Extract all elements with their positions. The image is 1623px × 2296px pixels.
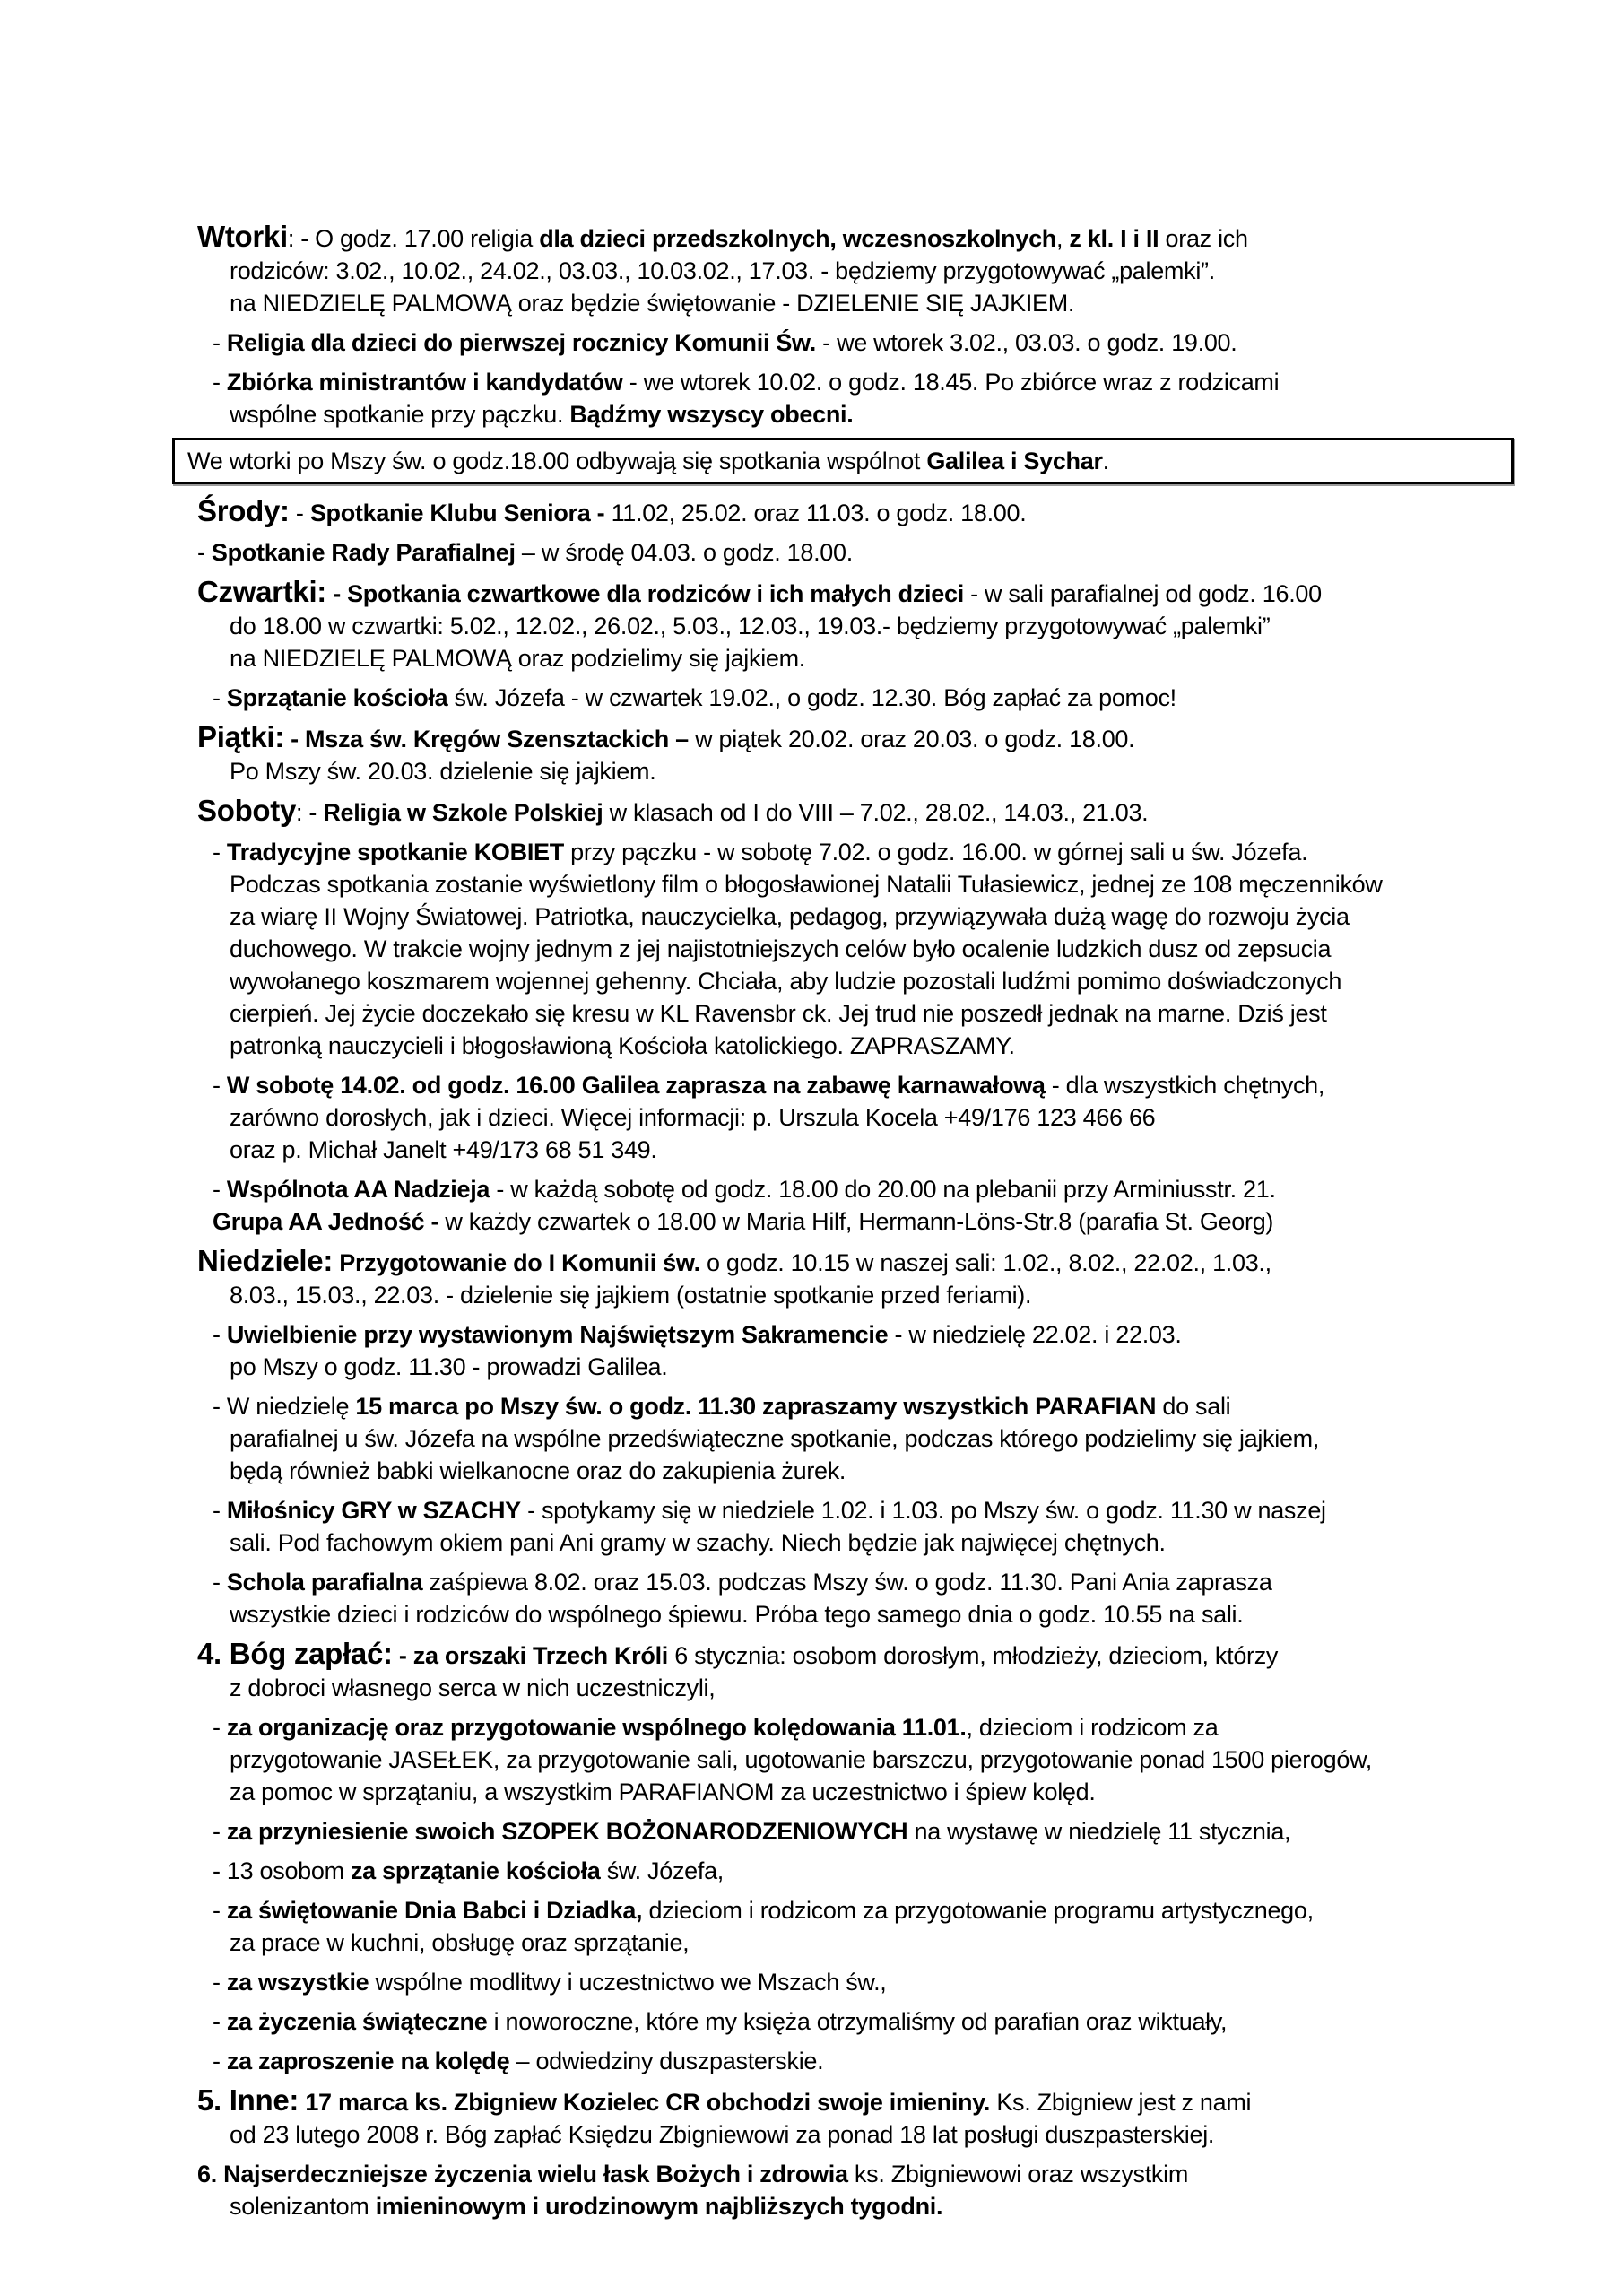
bold-text-run: Religia w Szkole Polskiej — [323, 799, 603, 826]
bold-text-run: Wspólnota AA Nadzieja — [226, 1176, 490, 1203]
bold-text-run: za życzenia świąteczne — [226, 2008, 488, 2035]
text-run: - dla wszystkich chętnych, — [1045, 1072, 1325, 1099]
text-run: parafialnej u św. Józefa na wspólne przedświąteczne spotkanie, podczas którego podzielimy się jajkiem, — [230, 1425, 1320, 1452]
section-heading-run: Wtorki — [197, 220, 288, 253]
text-run: 8.03., 15.03., 22.03. - dzielenie się jajkiem (ostatnie spotkanie przed feriami). — [230, 1282, 1032, 1309]
text-run: w piątek 20.02. oraz 20.03. o godz. 18.00. — [688, 726, 1135, 752]
text-line — [230, 1776, 1480, 1808]
bold-text-run: 17 marca ks. Zbigniew Kozielec CR obchodzi swoje imieniny. — [299, 2089, 991, 2116]
spotkanie-kobiet-item — [197, 836, 1480, 1062]
text-line — [213, 1173, 1480, 1205]
niedziele-section — [197, 1245, 1480, 1311]
text-line — [230, 287, 1480, 319]
bold-text-run: Miłośnicy GRY w SZACHY — [226, 1497, 521, 1524]
text-run: od 23 lutego 2008 r. Bóg zapłać Księdzu Zbigniewowi za ponad 18 lat posługi duszpasterskiej. — [230, 2121, 1215, 2148]
text-run: oraz p. Michał Janelt +49/173 68 51 349. — [230, 1136, 657, 1163]
bold-text-run: za przyniesienie swoich SZOPEK BOŻONARODZENIOWYCH — [226, 1818, 908, 1845]
text-run: - — [213, 2048, 227, 2074]
text-line — [213, 1966, 1480, 1998]
text-line — [230, 642, 1480, 674]
text-line — [213, 1494, 1480, 1526]
text-run: Ks. Zbigniew jest z nami — [990, 2089, 1252, 2116]
bold-text-run: imieninowym i urodzinowym najbliższych tygodni. — [375, 2193, 943, 2220]
text-run: z dobroci własnego serca w nich uczestniczyli, — [230, 1674, 716, 1701]
galilea-sychar-box — [172, 438, 1514, 484]
text-run: - W niedzielę — [213, 1393, 356, 1420]
czwartki-section — [197, 576, 1480, 674]
bold-text-run: Grupa AA Jedność - — [213, 1208, 439, 1235]
text-run: - — [213, 1497, 227, 1524]
text-run: - — [213, 1714, 227, 1741]
text-run: na NIEDZIELĘ PALMOWĄ oraz będzie świętowanie - DZIELENIE SIĘ JAJKIEM. — [230, 290, 1075, 317]
bold-text-run: Schola parafialna — [226, 1569, 423, 1596]
text-run: , dzieciom i rodzicom za — [966, 1714, 1219, 1741]
text-line — [230, 1134, 1480, 1166]
text-run: - we wtorek 10.02. o godz. 18.45. Po zbiórce wraz z rodzicami — [622, 369, 1280, 396]
text-line — [230, 1598, 1480, 1631]
bog-zaplac-section — [197, 1638, 1480, 1704]
text-run: - — [213, 1969, 227, 1996]
text-run: dzieciom i rodzicom za przygotowanie programu artystycznego, — [642, 1897, 1314, 1924]
text-run: wywołanego koszmarem wojennej gehenny. Chciała, aby ludzie pozostali ludźmi pomimo doświadczonych — [230, 968, 1342, 995]
text-run: - — [213, 329, 227, 356]
bold-text-run: za świętowanie Dnia Babci i Dziadka, — [226, 1897, 643, 1924]
text-line — [213, 1318, 1480, 1351]
text-run: Po Mszy św. 20.03. dzielenie się jajkiem. — [230, 758, 656, 785]
text-line — [213, 1390, 1480, 1422]
text-run: - — [213, 2008, 227, 2035]
text-run: za wiarę II Wojny Światowej. Patriotka, nauczycielka, pedagog, przywiązywała dużą wagę do rozwoju życia — [230, 903, 1350, 930]
bold-text-run: Spotkanie Klubu Seniora - — [309, 500, 605, 526]
text-line — [230, 1672, 1480, 1704]
text-line — [213, 2005, 1480, 2038]
section-heading-run: Niedziele: — [197, 1244, 334, 1277]
text-line — [230, 755, 1480, 787]
spotkanie-parafian-item — [197, 1390, 1480, 1487]
text-run: - — [213, 1176, 227, 1203]
schola-item — [197, 1566, 1480, 1631]
bold-text-run: Tradycyjne spotkanie KOBIET — [226, 839, 564, 865]
text-line — [230, 868, 1480, 900]
text-line — [213, 1815, 1480, 1848]
text-run: na NIEDZIELĘ PALMOWĄ oraz podzielimy się jajkiem. — [230, 645, 806, 672]
text-line — [197, 221, 1480, 255]
text-run: - — [213, 684, 227, 711]
text-run: - — [213, 839, 227, 865]
bold-text-run: Zbiórka ministrantów i kandydatów — [226, 369, 623, 396]
text-line — [213, 2045, 1480, 2077]
text-line — [230, 2118, 1480, 2151]
text-line — [230, 900, 1480, 933]
text-run: do sali — [1156, 1393, 1231, 1420]
text-line — [230, 965, 1480, 997]
text-line — [230, 1926, 1480, 1959]
text-run: - w sali parafialnej od godz. 16.00 — [963, 580, 1322, 607]
bold-text-run: Sprzątanie kościoła — [226, 684, 448, 711]
text-line — [197, 1638, 1480, 1672]
text-run: w każdy czwartek o 18.00 w Maria Hilf, Hermann-Löns-Str.8 (parafia St. Georg) — [438, 1208, 1274, 1235]
bold-text-run: Galilea i Sychar — [926, 448, 1103, 474]
text-line — [197, 1245, 1480, 1279]
section-heading-run: 5. Inne: — [197, 2083, 299, 2117]
bold-text-run: Bądźmy wszyscy obecni. — [569, 401, 854, 428]
text-run: na wystawę w niedzielę 11 stycznia, — [907, 1818, 1291, 1845]
text-line — [197, 2084, 1480, 2118]
text-run: : - — [296, 799, 324, 826]
za-zyczenia-item — [197, 2005, 1480, 2038]
bold-text-run: dla dzieci przedszkolnych, wczesnoszkolnych — [539, 225, 1056, 252]
text-run: duchowego. W trakcie wojny jednym z jej najistotniejszych celów było ocalenie ludzkich dusz od zepsucia — [230, 935, 1332, 962]
text-line — [230, 1744, 1480, 1776]
text-line — [213, 682, 1480, 714]
text-run: św. Józefa - w czwartek 19.02., o godz. 12.30. Bóg zapłać za pomoc! — [447, 684, 1176, 711]
text-line — [213, 1855, 1480, 1887]
szopki-item — [197, 1815, 1480, 1848]
wtorki-section — [197, 221, 1480, 319]
text-line — [213, 1205, 1480, 1238]
text-line — [230, 1422, 1480, 1455]
text-line — [230, 1526, 1480, 1559]
text-line — [230, 1351, 1480, 1383]
bold-text-run: Przygotowanie do I Komunii św. — [333, 1249, 700, 1276]
za-zaproszenie-item — [197, 2045, 1480, 2077]
soboty-section — [197, 795, 1480, 829]
koledowanie-item — [197, 1711, 1480, 1808]
bold-text-run: za sprzątanie kościoła — [350, 1857, 601, 1884]
text-line — [213, 1069, 1480, 1101]
text-line — [197, 721, 1480, 755]
text-run: rodziców: 3.02., 10.02., 24.02., 03.03., 10.03.02., 17.03. - będziemy przygotowywać „palemki”. — [230, 257, 1215, 284]
sprzatanie-kosciola-item — [197, 682, 1480, 714]
text-run: solenizantom — [230, 2193, 376, 2220]
text-run: oraz ich — [1159, 225, 1248, 252]
bold-text-run: - Msza św. Kręgów Szensztackich – — [283, 726, 689, 752]
text-line — [230, 610, 1480, 642]
text-run: po Mszy o godz. 11.30 - prowadzi Galilea. — [230, 1353, 668, 1380]
text-run: . — [1102, 448, 1109, 474]
section-heading-run: Czwartki: — [197, 575, 326, 608]
bold-text-run: - Spotkania czwartkowe dla rodziców i ich małych dzieci — [326, 580, 964, 607]
bulletin-content — [187, 220, 1480, 2230]
text-run: przygotowanie JASEŁEK, za przygotowanie sali, ugotowanie barszczu, przygotowanie ponad 1500 pierogów, — [230, 1746, 1372, 1773]
bold-text-run: za organizację oraz przygotowanie wspólnego kolędowania 11.01. — [226, 1714, 967, 1741]
section-heading-run: Piątki: — [197, 720, 284, 753]
text-run: - w każdą sobotę od godz. 18.00 do 20.00 na plebanii przy Arminiusstr. 21. — [490, 1176, 1276, 1203]
text-line — [197, 795, 1480, 829]
sprzatanie-13-osob-item — [197, 1855, 1480, 1887]
text-run: : - O godz. 17.00 religia — [287, 225, 540, 252]
rada-parafialna-item — [197, 536, 1480, 569]
text-run: wszystkie dzieci i rodziców do wspólnego śpiewu. Próba tego samego dnia o godz. 10.55 na sali. — [230, 1601, 1244, 1628]
text-line — [213, 326, 1480, 359]
text-run: Podczas spotkania zostanie wyświetlony film o błogosławionej Natalii Tułasiewicz, jednej ze 108 męczenników — [230, 871, 1383, 898]
text-run: - w niedzielę 22.02. i 22.03. — [888, 1321, 1182, 1348]
text-run: - — [197, 539, 212, 566]
szachy-item — [197, 1494, 1480, 1559]
text-line — [213, 366, 1480, 398]
religia-rocznica-item — [197, 326, 1480, 359]
bold-text-run: 6. Najserdeczniejsze życzenia wielu łask Bożych i zdrowia — [197, 2161, 848, 2187]
text-run: do 18.00 w czwartki: 5.02., 12.02., 26.02., 5.03., 12.03., 19.03.- będziemy przygotowywać „palemki” — [230, 613, 1271, 639]
text-run: patronką nauczycieli i błogosławioną Kościoła katolickiego. ZAPRASZAMY. — [230, 1032, 1015, 1059]
bold-text-run: Spotkanie Rady Parafialnej — [211, 539, 516, 566]
text-line — [230, 997, 1480, 1030]
bold-text-run: za zaproszenie na kolędę — [226, 2048, 510, 2074]
text-run: - — [213, 1072, 227, 1099]
text-run: zaśpiewa 8.02. oraz 15.03. podczas Mszy św. o godz. 11.30. Pani Ania zaprasza — [422, 1569, 1272, 1596]
text-run: 11.02, 25.02. oraz 11.03. o godz. 18.00. — [604, 500, 1027, 526]
text-run: św. Józefa, — [600, 1857, 724, 1884]
text-line — [230, 1279, 1480, 1311]
text-run: - 13 osobom — [213, 1857, 351, 1884]
text-run: będą również babki wielkanocne oraz do zakupienia żurek. — [230, 1457, 846, 1484]
bold-text-run: Uwielbienie przy wystawionym Najświętszym Sakramencie — [226, 1321, 889, 1348]
zbiorka-ministrantow-item — [197, 366, 1480, 430]
za-wszystkie-item — [197, 1966, 1480, 1998]
zyczenia-final-section — [197, 2158, 1480, 2222]
section-heading-run: 4. Bóg zapłać: — [197, 1637, 393, 1670]
text-run: We wtorki po Mszy św. o godz.18.00 odbywają się spotkania wspólnot — [187, 448, 927, 474]
bold-text-run: - za orszaki Trzech Króli — [392, 1642, 668, 1669]
text-run: przy pączku - w sobotę 7.02. o godz. 16.00. w górnej sali u św. Józefa. — [563, 839, 1308, 865]
text-run: - — [213, 369, 227, 396]
bold-text-run: z kl. I i II — [1069, 225, 1159, 252]
bold-text-run: za wszystkie — [226, 1969, 369, 1996]
text-run: zarówno dorosłych, jak i dzieci. Więcej informacji: p. Urszula Kocela +49/176 123 466 66 — [230, 1104, 1156, 1131]
text-line — [230, 398, 1480, 430]
section-heading-run: Soboty — [197, 794, 297, 827]
text-line — [197, 2158, 1480, 2190]
bold-text-run: W sobotę 14.02. od godz. 16.00 Galilea zaprasza na zabawę karnawałową — [226, 1072, 1046, 1099]
dzien-babci-dziadka-item — [197, 1894, 1480, 1959]
section-heading-run: Środy: — [197, 494, 290, 527]
text-line — [197, 576, 1480, 610]
text-run: - — [213, 1818, 227, 1845]
text-run: – w środę 04.03. o godz. 18.00. — [515, 539, 853, 566]
text-run: 6 stycznia: osobom dorosłym, młodzieży, dzieciom, którzy — [668, 1642, 1279, 1669]
text-run: - — [289, 500, 310, 526]
text-line — [213, 1894, 1480, 1926]
zabawa-karnawalowa-item — [197, 1069, 1480, 1166]
text-run: - spotykamy się w niedziele 1.02. i 1.03. po Mszy św. o godz. 11.30 w naszej — [520, 1497, 1326, 1524]
text-line — [230, 1455, 1480, 1487]
text-line — [230, 1101, 1480, 1134]
inne-section — [197, 2084, 1480, 2151]
text-line — [230, 255, 1480, 287]
text-run: za pomoc w sprzątaniu, a wszystkim PARAFIANOM za uczestnictwo i śpiew kolęd. — [230, 1779, 1096, 1805]
uwielbienie-item — [197, 1318, 1480, 1383]
text-line — [197, 495, 1480, 529]
text-line — [230, 1030, 1480, 1062]
bold-text-run: Religia dla dzieci do pierwszej rocznicy Komunii Św. — [226, 329, 816, 356]
text-run: wspólne modlitwy i uczestnictwo we Mszach św., — [369, 1969, 887, 1996]
text-run: w klasach od I do VIII – 7.02., 28.02., 14.03., 21.03. — [603, 799, 1149, 826]
piatki-section — [197, 721, 1480, 787]
text-run: – odwiedziny duszpasterskie. — [509, 2048, 824, 2074]
text-line — [230, 933, 1480, 965]
text-line — [213, 1711, 1480, 1744]
text-line — [213, 836, 1480, 868]
text-run: - — [213, 1321, 227, 1348]
text-run: ks. Zbigniewowi oraz wszystkim — [847, 2161, 1189, 2187]
text-run: - we wtorek 3.02., 03.03. o godz. 19.00. — [815, 329, 1237, 356]
text-run: cierpień. Jej życie doczekało się kresu w KL Ravensbr ck. Jej trud nie poszedł jednak na marne. Dziś jest — [230, 1000, 1327, 1027]
text-run: sali. Pod fachowym okiem pani Ani gramy w szachy. Niech będzie jak najwięcej chętnych. — [230, 1529, 1166, 1556]
text-run: , — [1056, 225, 1070, 252]
text-run: wspólne spotkanie przy pączku. — [230, 401, 570, 428]
text-run: i noworoczne, które my księża otrzymaliśmy od parafian oraz wiktuały, — [487, 2008, 1228, 2035]
text-run: - — [213, 1569, 227, 1596]
wspolnota-aa-item — [197, 1173, 1480, 1238]
bold-text-run: 15 marca po Mszy św. o godz. 11.30 zapraszamy wszystkich PARAFIAN — [355, 1393, 1157, 1420]
text-run: - — [213, 1897, 227, 1924]
text-line — [230, 2190, 1480, 2222]
srody-section — [197, 495, 1480, 529]
text-line — [213, 1566, 1480, 1598]
text-line — [197, 536, 1480, 569]
text-line — [187, 445, 1511, 477]
text-run: o godz. 10.15 w naszej sali: 1.02., 8.02., 22.02., 1.03., — [699, 1249, 1271, 1276]
text-run: za prace w kuchni, obsługę oraz sprzątanie, — [230, 1929, 690, 1956]
